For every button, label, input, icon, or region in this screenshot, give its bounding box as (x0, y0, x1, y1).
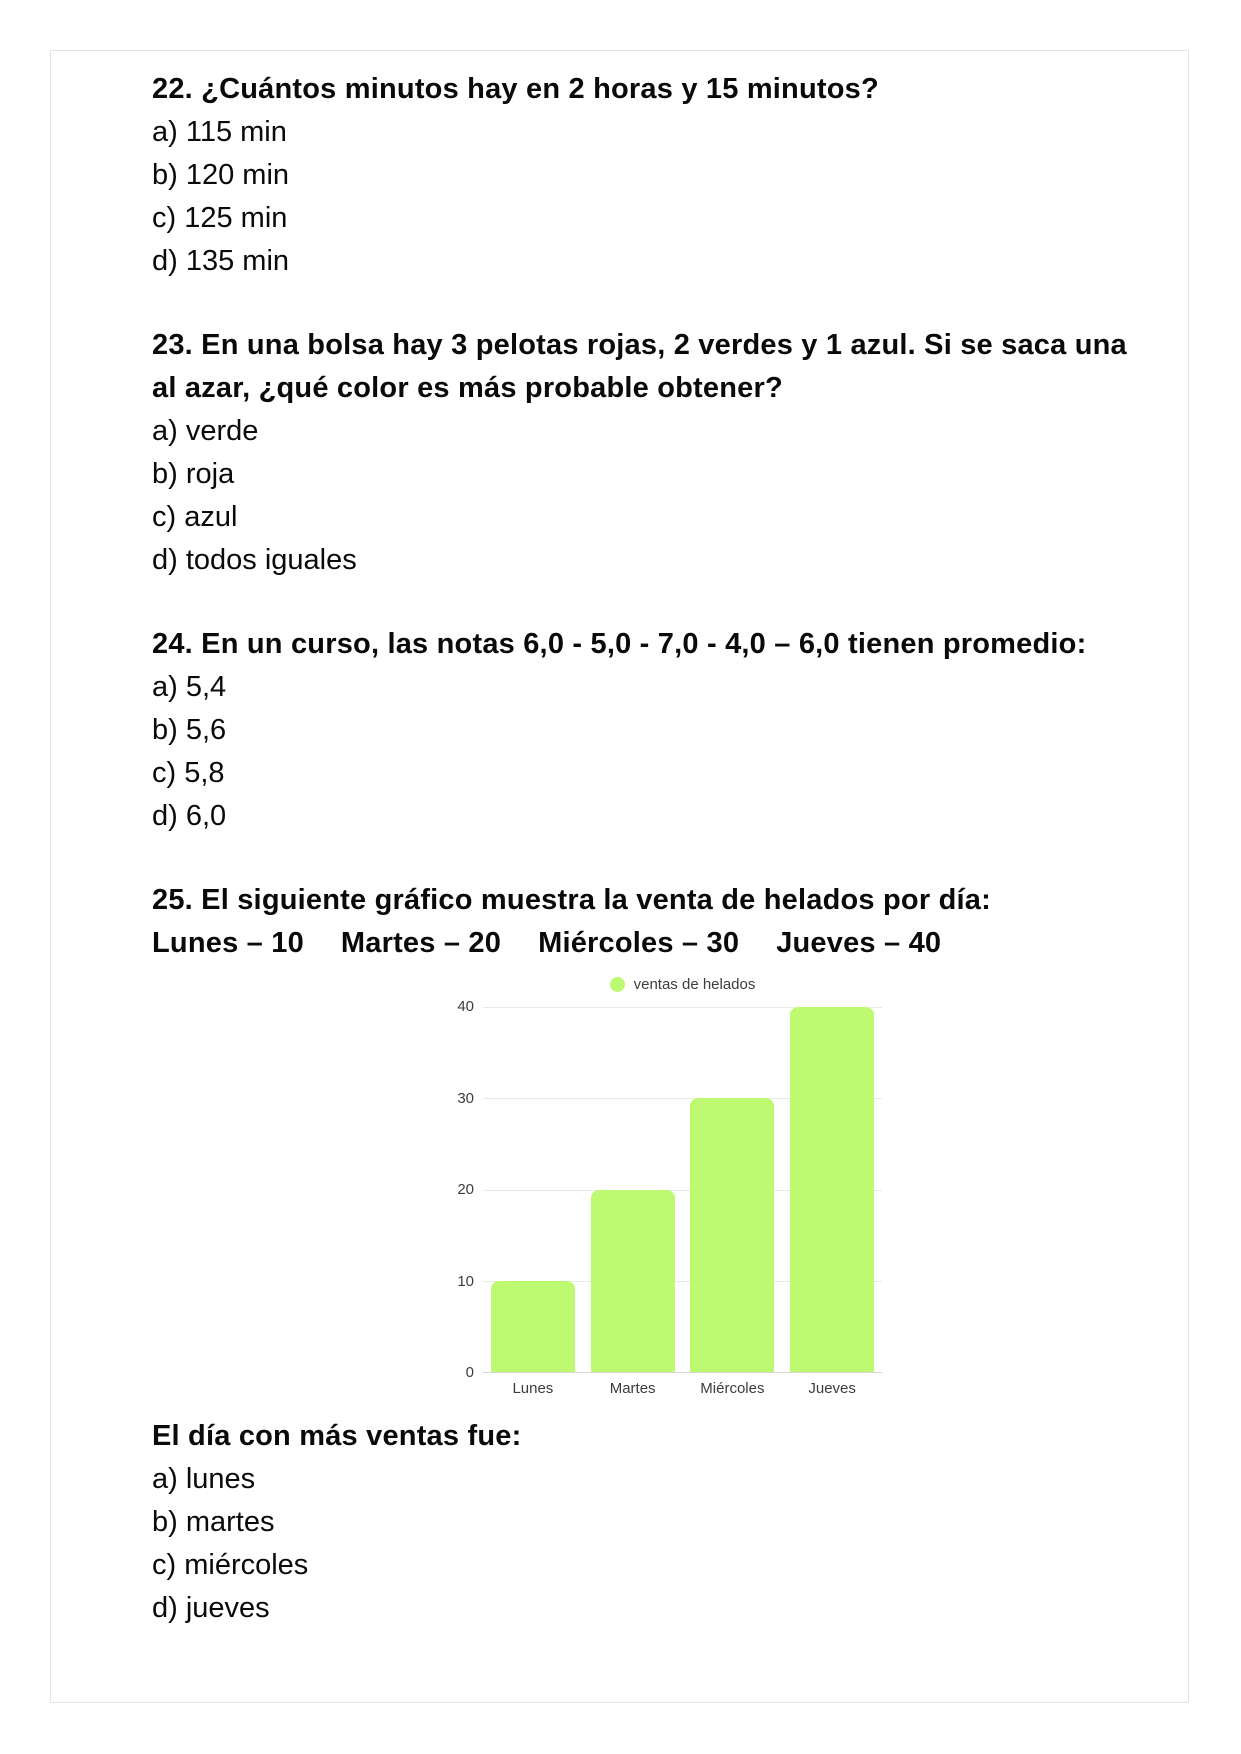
quiz-page-card (50, 50, 1189, 1703)
chart-legend (430, 973, 882, 995)
question-23-option-a: a) verde (152, 415, 259, 447)
x-axis-label-miercoles: Miércoles (700, 1380, 765, 1397)
question-24-stem: 24. En un curso, las notas 6,0 - 5,0 - 7,0 - 4,0 – 6,0 tienen promedio: (152, 628, 1087, 660)
question-24-option-c: c) 5,8 (152, 757, 225, 789)
question-22-option-c: c) 125 min (152, 202, 288, 234)
question-24-option-a: a) 5,4 (152, 671, 227, 703)
legend-dot-icon (610, 977, 625, 992)
question-24 (152, 623, 1130, 838)
chart-plot (483, 1007, 882, 1397)
question-23-option-d: d) todos iguales (152, 544, 357, 576)
chart-column-miercoles (683, 1007, 783, 1397)
question-23-option-b: b) roja (152, 458, 235, 490)
x-axis-label-martes: Martes (609, 1380, 656, 1397)
x-axis-label-jueves: Jueves (808, 1380, 856, 1397)
ice-cream-sales-bar-chart (430, 973, 882, 1403)
chart-plot-area (430, 998, 882, 1397)
question-25-option-b: b) martes (152, 1506, 275, 1538)
legend-label: ventas de helados (633, 975, 756, 993)
question-22-option-a: a) 115 min (152, 116, 287, 148)
bar-miercoles (690, 1098, 774, 1372)
question-24-option-d: d) 6,0 (152, 800, 227, 832)
question-25-data-line (152, 922, 1130, 965)
bar-martes (591, 1190, 675, 1373)
question-25-followup-stem: El día con más ventas fue: (152, 1420, 522, 1452)
chart-column-martes (583, 1007, 683, 1397)
y-axis-tick-label: 30 (457, 1089, 474, 1107)
x-axis-label-lunes: Lunes (512, 1380, 554, 1397)
y-axis-tick-label: 40 (457, 998, 474, 1015)
question-22-stem: 22. ¿Cuántos minutos hay en 2 horas y 15 minutos? (152, 73, 879, 105)
chart-column-jueves (782, 1007, 882, 1397)
question-23-stem: 23. En una bolsa hay 3 pelotas rojas, 2 verdes y 1 azul. Si se saca una al azar, ¿qué color es más probable obtener? (152, 329, 1127, 404)
data-item-lunes: Lunes – 10 (152, 927, 304, 959)
chart-columns (483, 1007, 882, 1397)
question-25-option-d: d) jueves (152, 1592, 270, 1624)
question-22-option-d: d) 135 min (152, 245, 290, 277)
question-22-option-b: b) 120 min (152, 159, 290, 191)
question-25-followup (152, 1415, 1130, 1630)
data-item-jueves: Jueves – 40 (776, 927, 942, 959)
question-25-option-c: c) miércoles (152, 1549, 309, 1581)
data-item-miercoles: Miércoles – 30 (538, 927, 740, 959)
question-25-option-a: a) lunes (152, 1463, 256, 1495)
question-23-option-c: c) azul (152, 501, 238, 533)
question-24-option-b: b) 5,6 (152, 714, 227, 746)
y-axis-tick-label: 0 (465, 1364, 474, 1381)
y-axis-tick-label: 10 (457, 1272, 474, 1290)
question-23 (152, 324, 1130, 582)
question-25 (152, 879, 1130, 1630)
bar-lunes (491, 1281, 575, 1372)
chart-column-lunes (483, 1007, 583, 1397)
y-axis-tick-label: 20 (457, 1181, 474, 1198)
bar-jueves (790, 1007, 874, 1372)
data-item-martes: Martes – 20 (340, 927, 502, 959)
question-25-stem: 25. El siguiente gráfico muestra la venta de helados por día: (152, 884, 991, 916)
question-22 (152, 68, 1130, 283)
